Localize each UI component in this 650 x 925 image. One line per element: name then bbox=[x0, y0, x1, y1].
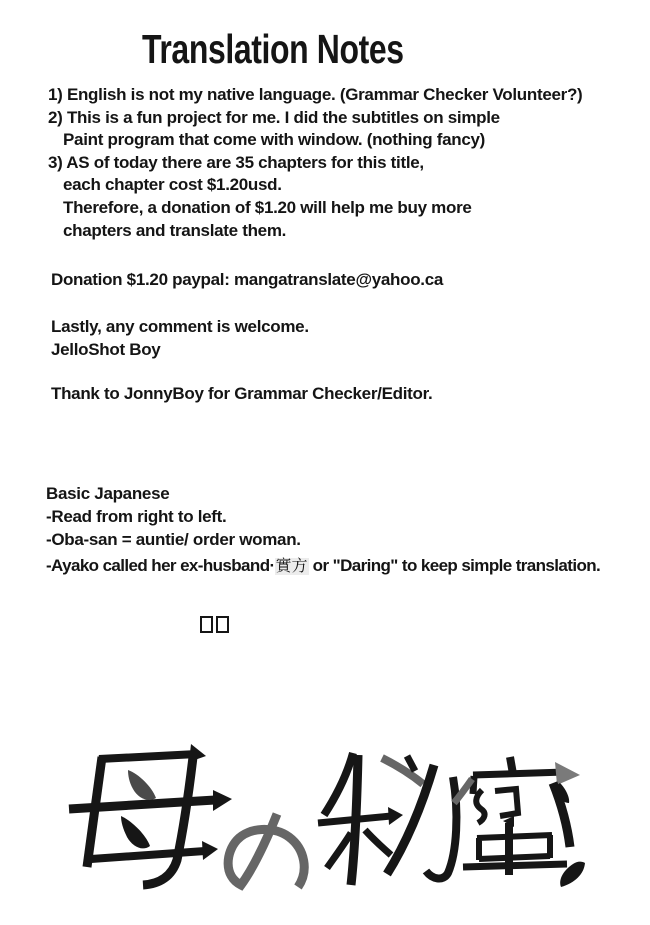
note-line: Therefore, a donation of $1.20 will help me buy more bbox=[63, 197, 472, 217]
note-line: Paint program that come with window. (nothing fancy) bbox=[63, 130, 485, 150]
closing-line: Lastly, any comment is welcome. bbox=[51, 317, 309, 336]
note-line: chapters and translate them. bbox=[63, 220, 287, 240]
tofu-box-icon bbox=[216, 616, 229, 633]
page-title: Translation Notes bbox=[142, 26, 404, 72]
basic-japanese-block bbox=[46, 482, 600, 578]
note-line: each chapter cost $1.20usd. bbox=[63, 175, 282, 195]
manga-title-artwork bbox=[55, 727, 600, 912]
japanese-highlighted-text: 實方 bbox=[275, 557, 308, 575]
ayako-pre-text: -Ayako called her ex-husband· bbox=[46, 555, 275, 575]
basics-heading: Basic Japanese bbox=[46, 484, 170, 503]
author-name: JelloShot Boy bbox=[51, 339, 161, 359]
donation-line: Donation $1.20 paypal: mangatranslate@yahoo.ca bbox=[51, 270, 444, 289]
note-line: 3) AS of today there are 35 chapters for this title, bbox=[48, 152, 424, 172]
kanji-mitsu bbox=[454, 757, 585, 887]
note-line: 1) English is not my native language. (Grammar Checker Volunteer?) bbox=[48, 85, 583, 104]
kanji-haha bbox=[69, 744, 232, 885]
tofu-box-icon bbox=[200, 616, 213, 633]
note-line: 2) This is a fun project for me. I did the subtitles on simple bbox=[48, 107, 500, 127]
kanji-hi bbox=[318, 753, 456, 885]
basics-item: -Read from right to left. bbox=[46, 507, 227, 527]
numbered-notes bbox=[48, 84, 582, 242]
ayako-post-text: or "Daring" to keep simple translation. bbox=[308, 555, 601, 575]
basics-item: -Oba-san = auntie/ order woman. bbox=[46, 530, 301, 550]
missing-glyph-boxes bbox=[200, 616, 232, 634]
thanks-line: Thank to JonnyBoy for Grammar Checker/Editor. bbox=[51, 384, 433, 403]
basics-item-ayako bbox=[46, 554, 600, 578]
closing-block bbox=[51, 316, 309, 361]
kana-no bbox=[228, 814, 304, 887]
